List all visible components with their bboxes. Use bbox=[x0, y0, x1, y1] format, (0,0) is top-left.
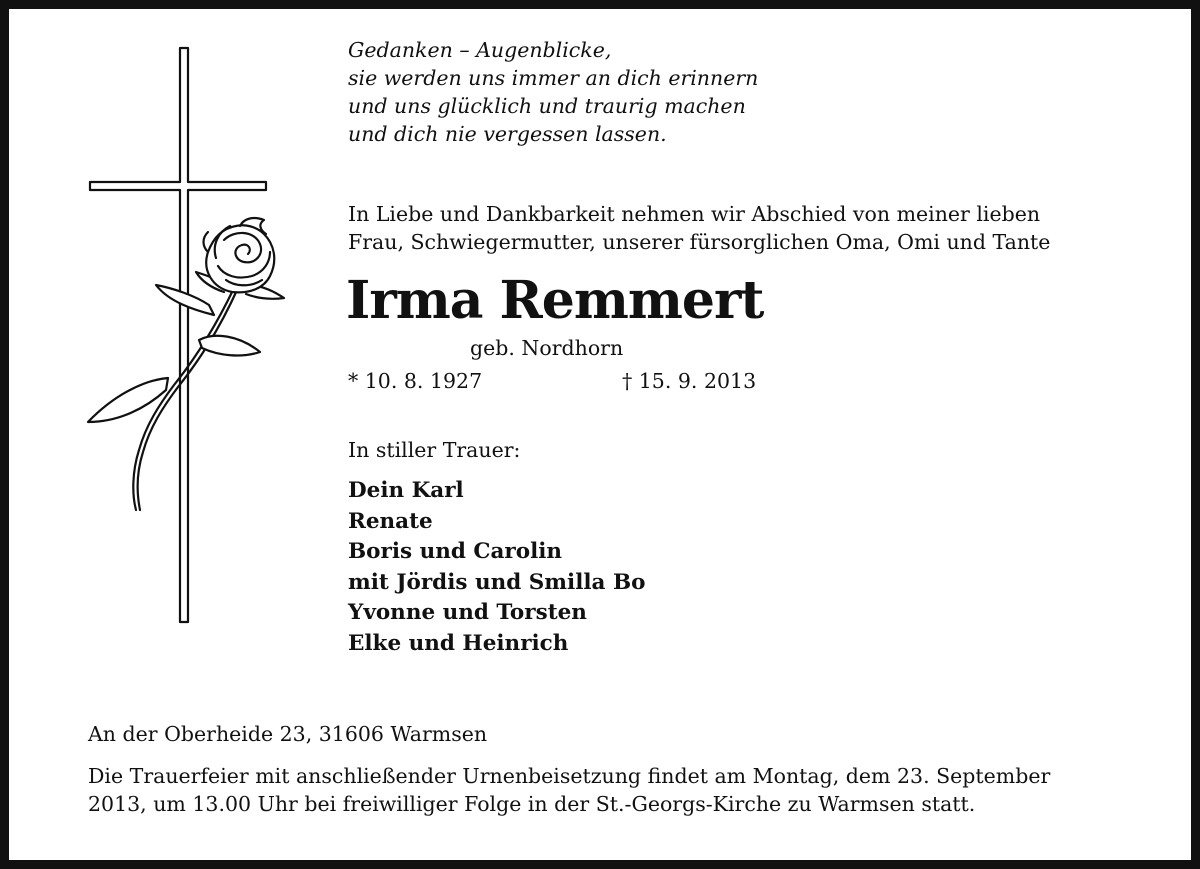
poem-line: Gedanken – Augenblicke, bbox=[348, 38, 612, 62]
intro-line: Frau, Schwiegermutter, unserer fürsorglichen Oma, Omi und Tante bbox=[348, 230, 1051, 254]
funeral-service-notice bbox=[88, 762, 1118, 818]
maiden-name: geb. Nordhorn bbox=[470, 336, 624, 360]
mourner-name: mit Jördis und Smilla Bo bbox=[348, 569, 646, 595]
mourner-name: Boris und Carolin bbox=[348, 539, 563, 564]
poem-line: sie werden uns immer an dich erinnern bbox=[348, 66, 759, 90]
birth-date: * 10. 8. 1927 bbox=[348, 369, 483, 393]
mourner-name: Renate bbox=[348, 508, 433, 534]
poem-line: und dich nie vergessen lassen. bbox=[348, 122, 667, 146]
mourners-list bbox=[348, 476, 645, 659]
mourner-name: Dein Karl bbox=[348, 478, 464, 503]
poem bbox=[348, 36, 758, 148]
farewell-intro bbox=[348, 200, 1050, 256]
deceased-name: Irma Remmert bbox=[346, 270, 764, 331]
service-line: Die Trauerfeier mit anschließender Urnenbeisetzung findet am Montag, dem 23. September bbox=[88, 764, 1051, 788]
mourning-label: In stiller Trauer: bbox=[348, 438, 521, 462]
cross-with-rose-icon bbox=[84, 40, 294, 640]
mourner-name: Yvonne und Torsten bbox=[348, 600, 587, 625]
poem-line: und uns glücklich und traurig machen bbox=[348, 94, 746, 118]
intro-line: In Liebe und Dankbarkeit nehmen wir Abschied von meiner lieben bbox=[348, 202, 1041, 226]
address: An der Oberheide 23, 31606 Warmsen bbox=[88, 722, 488, 746]
service-line: 2013, um 13.00 Uhr bei freiwilliger Folge in der St.-Georgs-Kirche zu Warmsen statt. bbox=[88, 792, 976, 816]
mourner-name: Elke und Heinrich bbox=[348, 630, 569, 656]
death-date: † 15. 9. 2013 bbox=[622, 369, 757, 393]
